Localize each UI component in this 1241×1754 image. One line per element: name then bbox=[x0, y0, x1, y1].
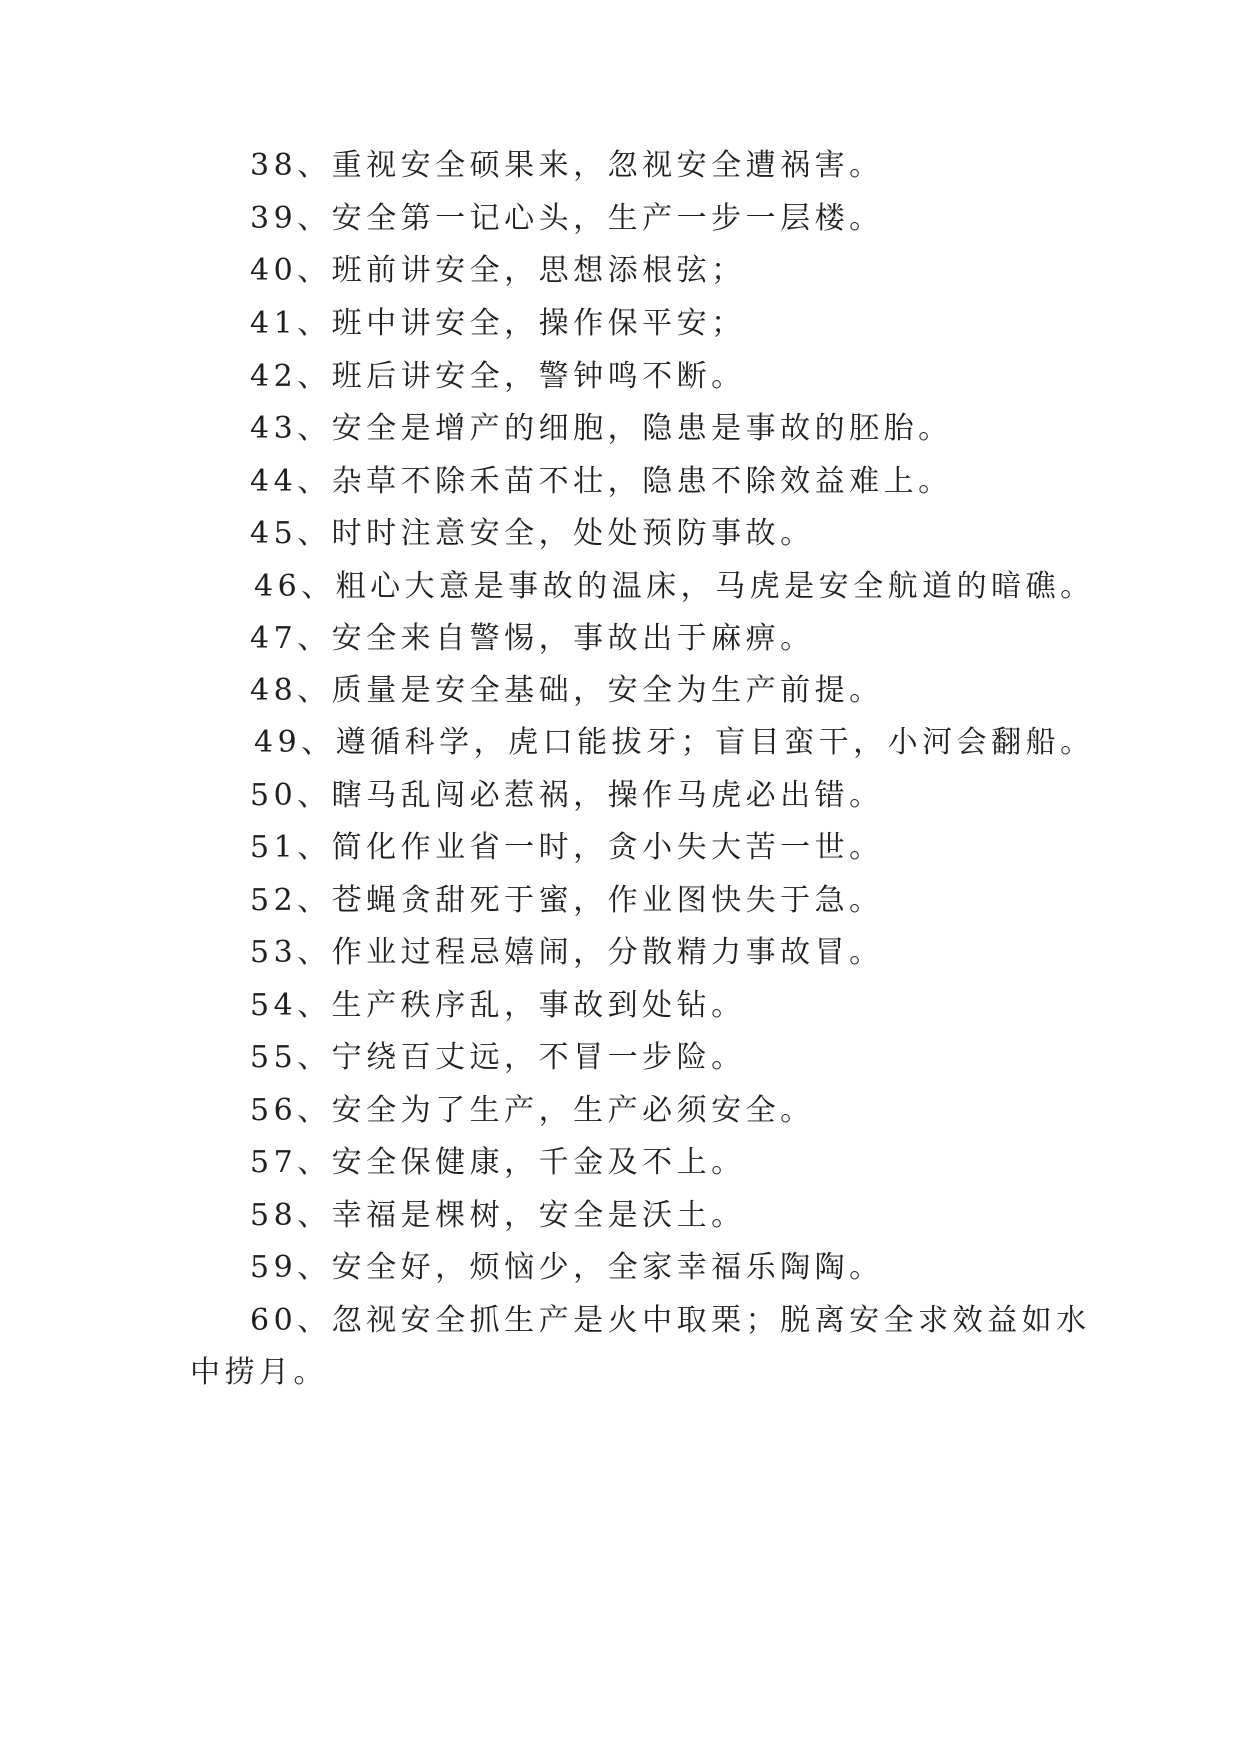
slogan-55: 55、宁绕百丈远，不冒一步险。 bbox=[250, 1040, 746, 1075]
slogan-44: 44、杂草不除禾苗不壮，隐患不除效益难上。 bbox=[250, 464, 953, 499]
slogan-46: 46、粗心大意是事故的温床，马虎是安全航道的暗礁。 bbox=[254, 569, 1095, 604]
slogan-38: 38、重视安全硕果来，忽视安全遭祸害。 bbox=[250, 148, 884, 183]
slogan-41: 41、班中讲安全，操作保平安； bbox=[250, 306, 746, 341]
slogan-53: 53、作业过程忌嬉闹，分散精力事故冒。 bbox=[250, 935, 884, 970]
slogan-60-continuation: 中捞月。 bbox=[190, 1355, 328, 1390]
slogan-54: 54、生产秩序乱，事故到处钻。 bbox=[250, 988, 746, 1023]
slogan-56: 56、安全为了生产，生产必须安全。 bbox=[250, 1093, 815, 1128]
slogan-48: 48、质量是安全基础，安全为生产前提。 bbox=[250, 673, 884, 708]
slogan-47: 47、安全来自警惕，事故出于麻痹。 bbox=[250, 621, 815, 656]
slogan-39: 39、安全第一记心头，生产一步一层楼。 bbox=[250, 201, 884, 236]
slogan-50: 50、瞎马乱闯必惹祸，操作马虎必出错。 bbox=[250, 778, 884, 813]
slogan-52: 52、苍蝇贪甜死于蜜，作业图快失于急。 bbox=[250, 883, 884, 918]
slogan-59: 59、安全好，烦恼少，全家幸福乐陶陶。 bbox=[250, 1250, 884, 1285]
slogan-42: 42、班后讲安全，警钟鸣不断。 bbox=[250, 359, 746, 394]
slogan-49: 49、遵循科学，虎口能拔牙；盲目蛮干，小河会翻船。 bbox=[254, 725, 1095, 760]
slogan-51: 51、简化作业省一时，贪小失大苦一世。 bbox=[250, 830, 884, 865]
slogan-60: 60、忽视安全抓生产是火中取栗；脱离安全求效益如水 bbox=[250, 1303, 1091, 1338]
slogan-45: 45、时时注意安全，处处预防事故。 bbox=[250, 516, 815, 551]
slogan-43: 43、安全是增产的细胞，隐患是事故的胚胎。 bbox=[250, 411, 953, 446]
slogan-58: 58、幸福是棵树，安全是沃土。 bbox=[250, 1198, 746, 1233]
slogan-40: 40、班前讲安全，思想添根弦； bbox=[250, 253, 746, 288]
slogan-57: 57、安全保健康，千金及不上。 bbox=[250, 1145, 746, 1180]
